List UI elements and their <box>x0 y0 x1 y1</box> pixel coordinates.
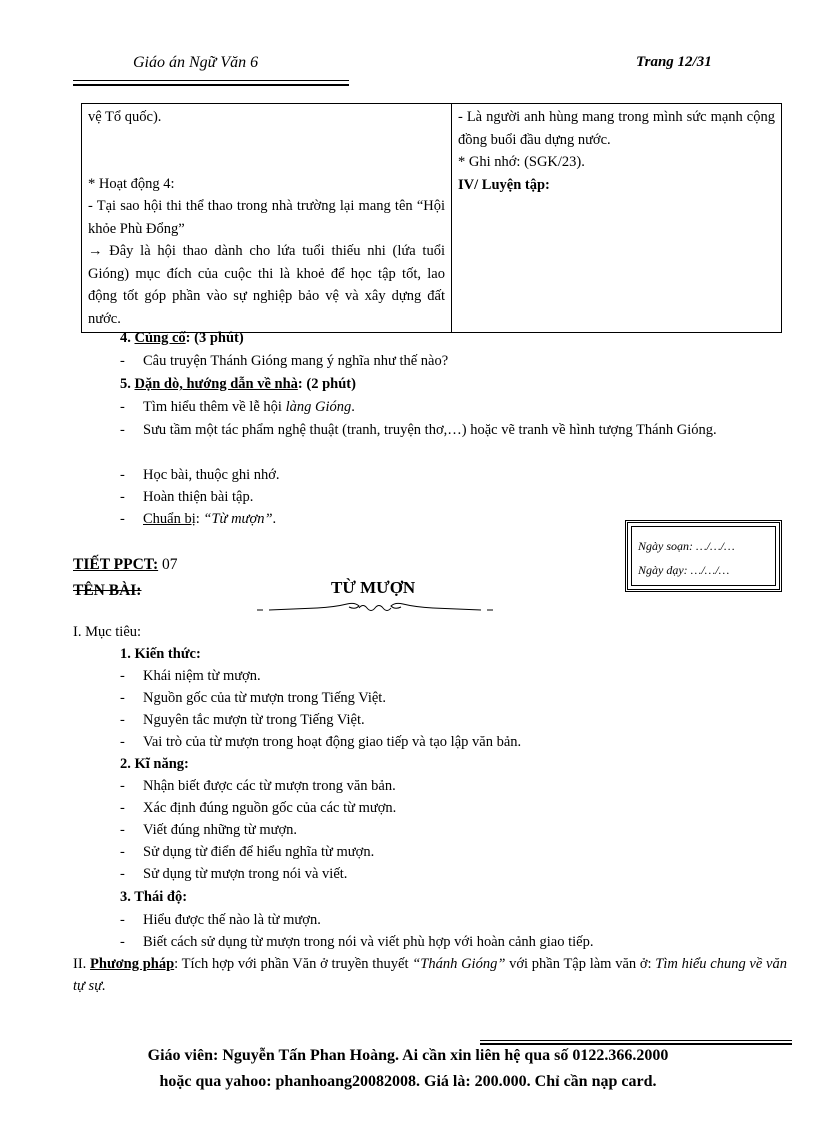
hero-summary: - Là người anh hùng mang trong mình sức mạnh cộng đồng buổi đầu dựng nước. <box>458 109 775 148</box>
cungco-heading: 4. Củng cố: (3 phút) <box>120 330 244 346</box>
table-right-cell <box>452 104 782 333</box>
activity-answer: → Đây là hội thao dành cho lứa tuổi thiếu nhi (lứa tuổi Gióng) mục đích của cuộc thi là khoẻ để học tập tốt, lao động tốt góp phần vào sự nghiệp bảo vệ và xây dựng đất nước. <box>88 243 445 327</box>
header-page-number: Trang 12/31 <box>636 54 712 70</box>
bullet-dash: - <box>120 822 125 838</box>
kienthuc-item: Nguồn gốc của từ mượn trong Tiếng Việt. <box>143 690 386 706</box>
bullet-dash: - <box>120 734 125 750</box>
kinang-item: Xác định đúng nguồn gốc của các từ mượn. <box>143 800 397 816</box>
dando-item: Học bài, thuộc ghi nhớ. <box>143 467 280 483</box>
cungco-item: Câu truyện Thánh Gióng mang ý nghĩa như thế nào? <box>143 353 449 369</box>
ten-bai-label: TÊN BÀI: <box>73 582 142 599</box>
bullet-dash: - <box>120 422 125 438</box>
footer-contact-line1: Giáo viên: Nguyễn Tấn Phan Hoàng. Ai cần xin liên hệ qua số 0122.366.2000 <box>147 1047 669 1064</box>
table-left-cell <box>82 104 452 333</box>
thaido-heading: 3. Thái độ: <box>120 889 188 905</box>
muctieu-heading: I. Mục tiêu: <box>73 624 142 640</box>
date-stamp-box <box>625 520 782 592</box>
dando-item: Sưu tầm một tác phẩm nghệ thuật (tranh, truyện thơ,…) hoặc vẽ tranh về hình tượng Thánh Gióng. <box>143 422 717 438</box>
kienthuc-item: Nguyên tắc mượn từ trong Tiếng Việt. <box>143 712 365 728</box>
note-reference: * Ghi nhớ: (SGK/23). <box>458 154 585 170</box>
dando-item: Hoàn thiện bài tập. <box>143 489 254 505</box>
bullet-dash: - <box>120 934 125 950</box>
activity-heading: * Hoạt động 4: <box>88 175 175 192</box>
bullet-dash: - <box>120 866 125 882</box>
bullet-dash: - <box>120 399 125 415</box>
header-divider-thick <box>73 84 349 86</box>
header-divider <box>73 80 349 81</box>
kienthuc-heading: 1. Kiến thức: <box>120 646 201 662</box>
bullet-dash: - <box>120 912 125 928</box>
tiet-ppct: TIẾT PPCT: 07 <box>73 556 178 573</box>
bullet-dash: - <box>120 712 125 728</box>
bullet-dash: - <box>120 511 125 527</box>
lesson-table <box>81 103 782 333</box>
bullet-dash: - <box>120 844 125 860</box>
stamp-date-taught: Ngày dạy: …/…/… <box>638 563 730 577</box>
kinang-item: Viết đúng những từ mượn. <box>143 822 298 838</box>
dando-item: Chuẩn bị: “Từ mượn”. <box>143 511 277 527</box>
header-document-title: Giáo án Ngữ Văn 6 <box>133 54 259 71</box>
kienthuc-item: Khái niệm từ mượn. <box>143 668 261 684</box>
footer-contact-line2: hoặc qua yahoo: phanhoang20082008. Giá là: 200.000. Chỉ cần nạp card. <box>159 1073 657 1090</box>
practice-heading: IV/ Luyện tập: <box>458 176 550 193</box>
kinang-item: Sử dụng từ điển để hiểu nghĩa từ mượn. <box>143 844 375 860</box>
bullet-dash: - <box>120 489 125 505</box>
ornament-divider-icon <box>255 600 495 616</box>
left-continuation: vệ Tổ quốc). <box>88 109 162 125</box>
bullet-dash: - <box>120 690 125 706</box>
thaido-item: Biết cách sử dụng từ mượn trong nói và viết phù hợp với hoàn cảnh giao tiếp. <box>143 934 594 950</box>
phuong-phap: II. Phương pháp: Tích hợp với phần Văn ở truyền thuyết “Thánh Gióng” với phần Tập làm văn ở: Tìm hiểu chung về văn tự sự. <box>73 956 787 994</box>
stamp-date-prepared: Ngày soạn: …/…/… <box>638 539 735 553</box>
bullet-dash: - <box>120 800 125 816</box>
thaido-item: Hiểu được thế nào là từ mượn. <box>143 912 321 928</box>
bullet-dash: - <box>120 353 125 369</box>
dando-item: Tìm hiểu thêm về lễ hội làng Gióng. <box>143 399 355 415</box>
kinang-heading: 2. Kĩ năng: <box>120 756 189 772</box>
bullet-dash: - <box>120 467 125 483</box>
bullet-dash: - <box>120 668 125 684</box>
arrow-icon: → <box>88 243 103 259</box>
bullet-dash: - <box>120 778 125 794</box>
kienthuc-item: Vai trò của từ mượn trong hoạt động giao tiếp và tạo lập văn bản. <box>143 734 522 750</box>
dando-heading: 5. Dặn dò, hướng dẫn về nhà: (2 phút) <box>120 376 356 392</box>
kinang-item: Nhận biết được các từ mượn trong văn bản. <box>143 778 396 794</box>
lesson-title: TỪ MƯỢN <box>331 578 416 597</box>
kinang-item: Sử dụng từ mượn trong nói và viết. <box>143 866 348 882</box>
footer-divider-thick <box>480 1043 792 1045</box>
footer-divider <box>480 1040 792 1041</box>
activity-question: - Tại sao hội thi thể thao trong nhà trường lại mang tên “Hội khỏe Phù Đổng” <box>88 198 445 237</box>
